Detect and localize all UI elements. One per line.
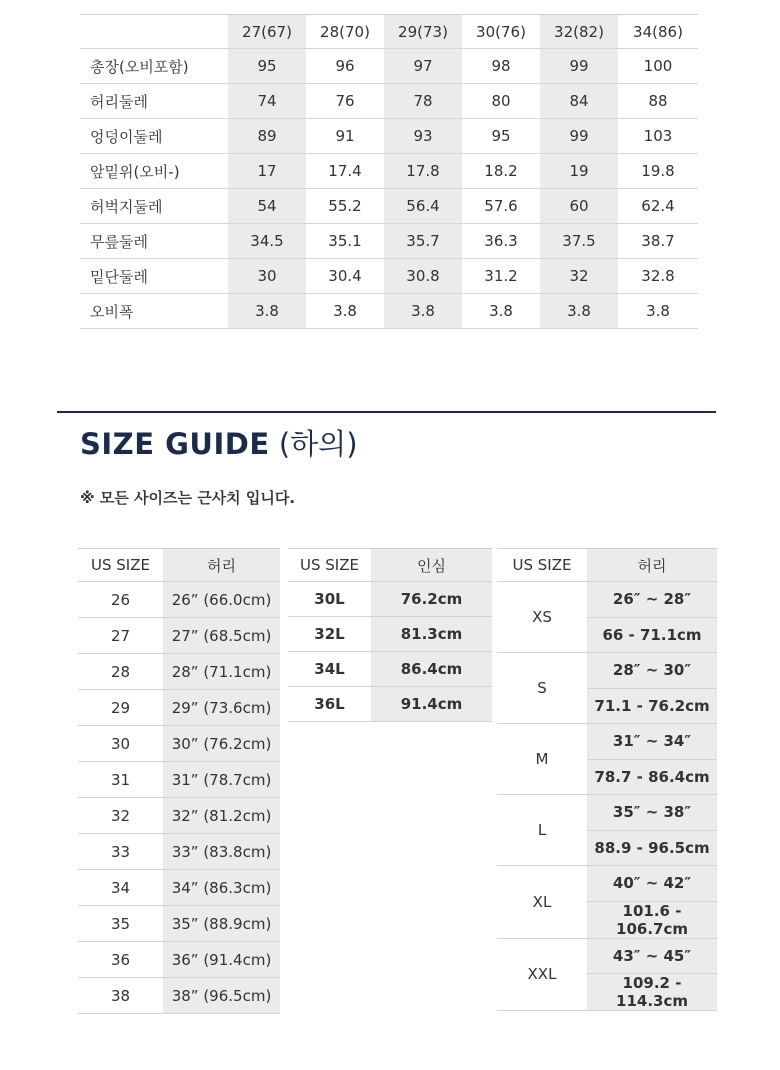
measurement-cell: 74 — [228, 84, 306, 119]
inseam-header-length: 인심 — [371, 549, 492, 582]
letter-header-waist: 허리 — [587, 549, 717, 582]
waist-value-cell: 35” (88.9cm) — [163, 906, 280, 942]
waist-value-cell: 34” (86.3cm) — [163, 870, 280, 906]
measurement-cell: 54 — [228, 189, 306, 224]
measurement-cell: 93 — [384, 119, 462, 154]
measurement-cell: 95 — [228, 49, 306, 84]
size-guide-title-main: SIZE GUIDE — [80, 427, 270, 461]
waist-value-cell: 26” (66.0cm) — [163, 582, 280, 618]
measurement-cell: 3.8 — [462, 294, 540, 329]
waist-size-cell: 38 — [78, 978, 163, 1014]
letter-row-inch — [497, 938, 717, 974]
measurement-cell: 56.4 — [384, 189, 462, 224]
section-divider — [57, 411, 716, 413]
measurement-row — [80, 259, 698, 294]
measurement-row — [80, 154, 698, 189]
waist-size-cell: 34 — [78, 870, 163, 906]
waist-row — [78, 942, 280, 978]
letter-header-row — [497, 549, 717, 582]
waist-row — [78, 978, 280, 1014]
letter-cm-cell: 101.6 - 106.7cm — [587, 901, 717, 938]
measurement-cell: 37.5 — [540, 224, 618, 259]
waist-row — [78, 654, 280, 690]
letter-inch-cell: 28″ ~ 30″ — [587, 653, 717, 689]
measurement-row — [80, 224, 698, 259]
measurement-cell: 3.8 — [618, 294, 698, 329]
waist-value-cell: 33” (83.8cm) — [163, 834, 280, 870]
inseam-size-cell: 30L — [288, 582, 371, 617]
letter-size-cell: S — [497, 653, 587, 724]
letter-header-size: US SIZE — [497, 549, 587, 582]
waist-size-cell: 33 — [78, 834, 163, 870]
measurement-row — [80, 119, 698, 154]
waist-value-cell: 32” (81.2cm) — [163, 798, 280, 834]
measurement-cell: 32.8 — [618, 259, 698, 294]
measurement-cell: 98 — [462, 49, 540, 84]
waist-size-cell: 35 — [78, 906, 163, 942]
letter-size-table — [497, 548, 717, 1011]
measurement-cell: 55.2 — [306, 189, 384, 224]
waist-row — [78, 618, 280, 654]
measurement-cell: 80 — [462, 84, 540, 119]
waist-value-cell: 28” (71.1cm) — [163, 654, 280, 690]
waist-header-waist: 허리 — [163, 549, 280, 582]
measurement-table — [80, 14, 698, 329]
measurement-cell: 97 — [384, 49, 462, 84]
letter-inch-cell: 40″ ~ 42″ — [587, 866, 717, 902]
waist-value-cell: 36” (91.4cm) — [163, 942, 280, 978]
measurement-cell: 99 — [540, 49, 618, 84]
measurement-cell: 17 — [228, 154, 306, 189]
measurement-cell: 30 — [228, 259, 306, 294]
waist-size-cell: 26 — [78, 582, 163, 618]
measurement-cell: 3.8 — [306, 294, 384, 329]
measurement-cell: 18.2 — [462, 154, 540, 189]
letter-cm-cell: 78.7 - 86.4cm — [587, 759, 717, 795]
letter-inch-cell: 43″ ~ 45″ — [587, 938, 717, 974]
measurement-cell: 88 — [618, 84, 698, 119]
measurement-cell: 100 — [618, 49, 698, 84]
measurement-cell: 17.8 — [384, 154, 462, 189]
inseam-size-cell: 32L — [288, 617, 371, 652]
measurement-cell: 91 — [306, 119, 384, 154]
inseam-row — [288, 652, 492, 687]
measurement-cell: 3.8 — [384, 294, 462, 329]
waist-row — [78, 582, 280, 618]
letter-size-cell: XXL — [497, 938, 587, 1011]
waist-size-cell: 32 — [78, 798, 163, 834]
measurement-cell: 99 — [540, 119, 618, 154]
inseam-value-cell: 86.4cm — [371, 652, 492, 687]
measurement-cell: 76 — [306, 84, 384, 119]
measurement-header-corner — [80, 15, 228, 49]
measurement-header-cell: 28(70) — [306, 15, 384, 49]
waist-value-cell: 29” (73.6cm) — [163, 690, 280, 726]
size-guide-title — [80, 422, 358, 463]
waist-size-cell: 36 — [78, 942, 163, 978]
letter-cm-cell: 71.1 - 76.2cm — [587, 688, 717, 724]
inseam-header-size: US SIZE — [288, 549, 371, 582]
measurement-row-label: 허리둘레 — [80, 84, 228, 119]
measurement-cell: 32 — [540, 259, 618, 294]
waist-row — [78, 762, 280, 798]
size-guide-title-sub: (하의) — [278, 427, 358, 461]
measurement-cell: 38.7 — [618, 224, 698, 259]
measurement-cell: 95 — [462, 119, 540, 154]
waist-row — [78, 798, 280, 834]
measurement-cell: 3.8 — [540, 294, 618, 329]
measurement-row-label: 허벅지둘레 — [80, 189, 228, 224]
measurement-cell: 30.4 — [306, 259, 384, 294]
measurement-cell: 35.1 — [306, 224, 384, 259]
letter-row-inch — [497, 653, 717, 689]
measurement-cell: 103 — [618, 119, 698, 154]
measurement-header-cell: 29(73) — [384, 15, 462, 49]
measurement-cell: 17.4 — [306, 154, 384, 189]
letter-inch-cell: 35″ ~ 38″ — [587, 795, 717, 831]
letter-size-cell: L — [497, 795, 587, 866]
measurement-row-label: 밑단둘레 — [80, 259, 228, 294]
inseam-value-cell: 91.4cm — [371, 687, 492, 722]
measurement-row — [80, 84, 698, 119]
waist-row — [78, 834, 280, 870]
waist-size-cell: 27 — [78, 618, 163, 654]
waist-header-size: US SIZE — [78, 549, 163, 582]
letter-size-cell: XL — [497, 866, 587, 939]
measurement-header-cell: 30(76) — [462, 15, 540, 49]
measurement-row-label: 오비폭 — [80, 294, 228, 329]
measurement-header-cell: 34(86) — [618, 15, 698, 49]
letter-row-inch — [497, 866, 717, 902]
inseam-size-cell: 34L — [288, 652, 371, 687]
measurement-row-label: 총장(오비포함) — [80, 49, 228, 84]
inseam-value-cell: 81.3cm — [371, 617, 492, 652]
waist-size-cell: 30 — [78, 726, 163, 762]
letter-size-cell: M — [497, 724, 587, 795]
letter-cm-cell: 66 - 71.1cm — [587, 617, 717, 653]
waist-size-table — [78, 548, 280, 1014]
measurement-cell: 31.2 — [462, 259, 540, 294]
measurement-row — [80, 189, 698, 224]
measurement-header-row — [80, 15, 698, 49]
measurement-cell: 84 — [540, 84, 618, 119]
inseam-row — [288, 582, 492, 617]
waist-header-row — [78, 549, 280, 582]
letter-cm-cell: 88.9 - 96.5cm — [587, 830, 717, 866]
waist-size-cell: 28 — [78, 654, 163, 690]
measurement-cell: 19.8 — [618, 154, 698, 189]
inseam-header-row — [288, 549, 492, 582]
measurement-header-cell: 32(82) — [540, 15, 618, 49]
waist-size-cell: 31 — [78, 762, 163, 798]
letter-inch-cell: 31″ ~ 34″ — [587, 724, 717, 760]
inseam-size-table — [288, 548, 492, 722]
waist-value-cell: 38” (96.5cm) — [163, 978, 280, 1014]
waist-size-cell: 29 — [78, 690, 163, 726]
letter-cm-cell: 109.2 - 114.3cm — [587, 974, 717, 1011]
inseam-value-cell: 76.2cm — [371, 582, 492, 617]
inseam-row — [288, 617, 492, 652]
waist-value-cell: 27” (68.5cm) — [163, 618, 280, 654]
letter-row-inch — [497, 724, 717, 760]
measurement-row — [80, 49, 698, 84]
measurement-cell: 60 — [540, 189, 618, 224]
measurement-cell: 35.7 — [384, 224, 462, 259]
inseam-row — [288, 687, 492, 722]
measurement-row-label: 무릎둘레 — [80, 224, 228, 259]
measurement-cell: 89 — [228, 119, 306, 154]
waist-value-cell: 30” (76.2cm) — [163, 726, 280, 762]
measurement-cell: 19 — [540, 154, 618, 189]
measurement-row-label: 엉덩이둘레 — [80, 119, 228, 154]
measurement-cell: 62.4 — [618, 189, 698, 224]
waist-row — [78, 870, 280, 906]
measurement-cell: 3.8 — [228, 294, 306, 329]
measurement-cell: 57.6 — [462, 189, 540, 224]
letter-row-inch — [497, 582, 717, 618]
measurement-cell: 34.5 — [228, 224, 306, 259]
measurement-cell: 36.3 — [462, 224, 540, 259]
measurement-row-label: 앞밑위(오비-) — [80, 154, 228, 189]
letter-inch-cell: 26″ ~ 28″ — [587, 582, 717, 618]
measurement-cell: 30.8 — [384, 259, 462, 294]
measurement-cell: 78 — [384, 84, 462, 119]
waist-row — [78, 906, 280, 942]
waist-row — [78, 690, 280, 726]
letter-row-inch — [497, 795, 717, 831]
waist-row — [78, 726, 280, 762]
waist-value-cell: 31” (78.7cm) — [163, 762, 280, 798]
letter-size-cell: XS — [497, 582, 587, 653]
inseam-size-cell: 36L — [288, 687, 371, 722]
approximate-size-note: ※ 모든 사이즈는 근사치 입니다. — [80, 489, 296, 507]
measurement-cell: 96 — [306, 49, 384, 84]
measurement-header-cell: 27(67) — [228, 15, 306, 49]
measurement-row — [80, 294, 698, 329]
